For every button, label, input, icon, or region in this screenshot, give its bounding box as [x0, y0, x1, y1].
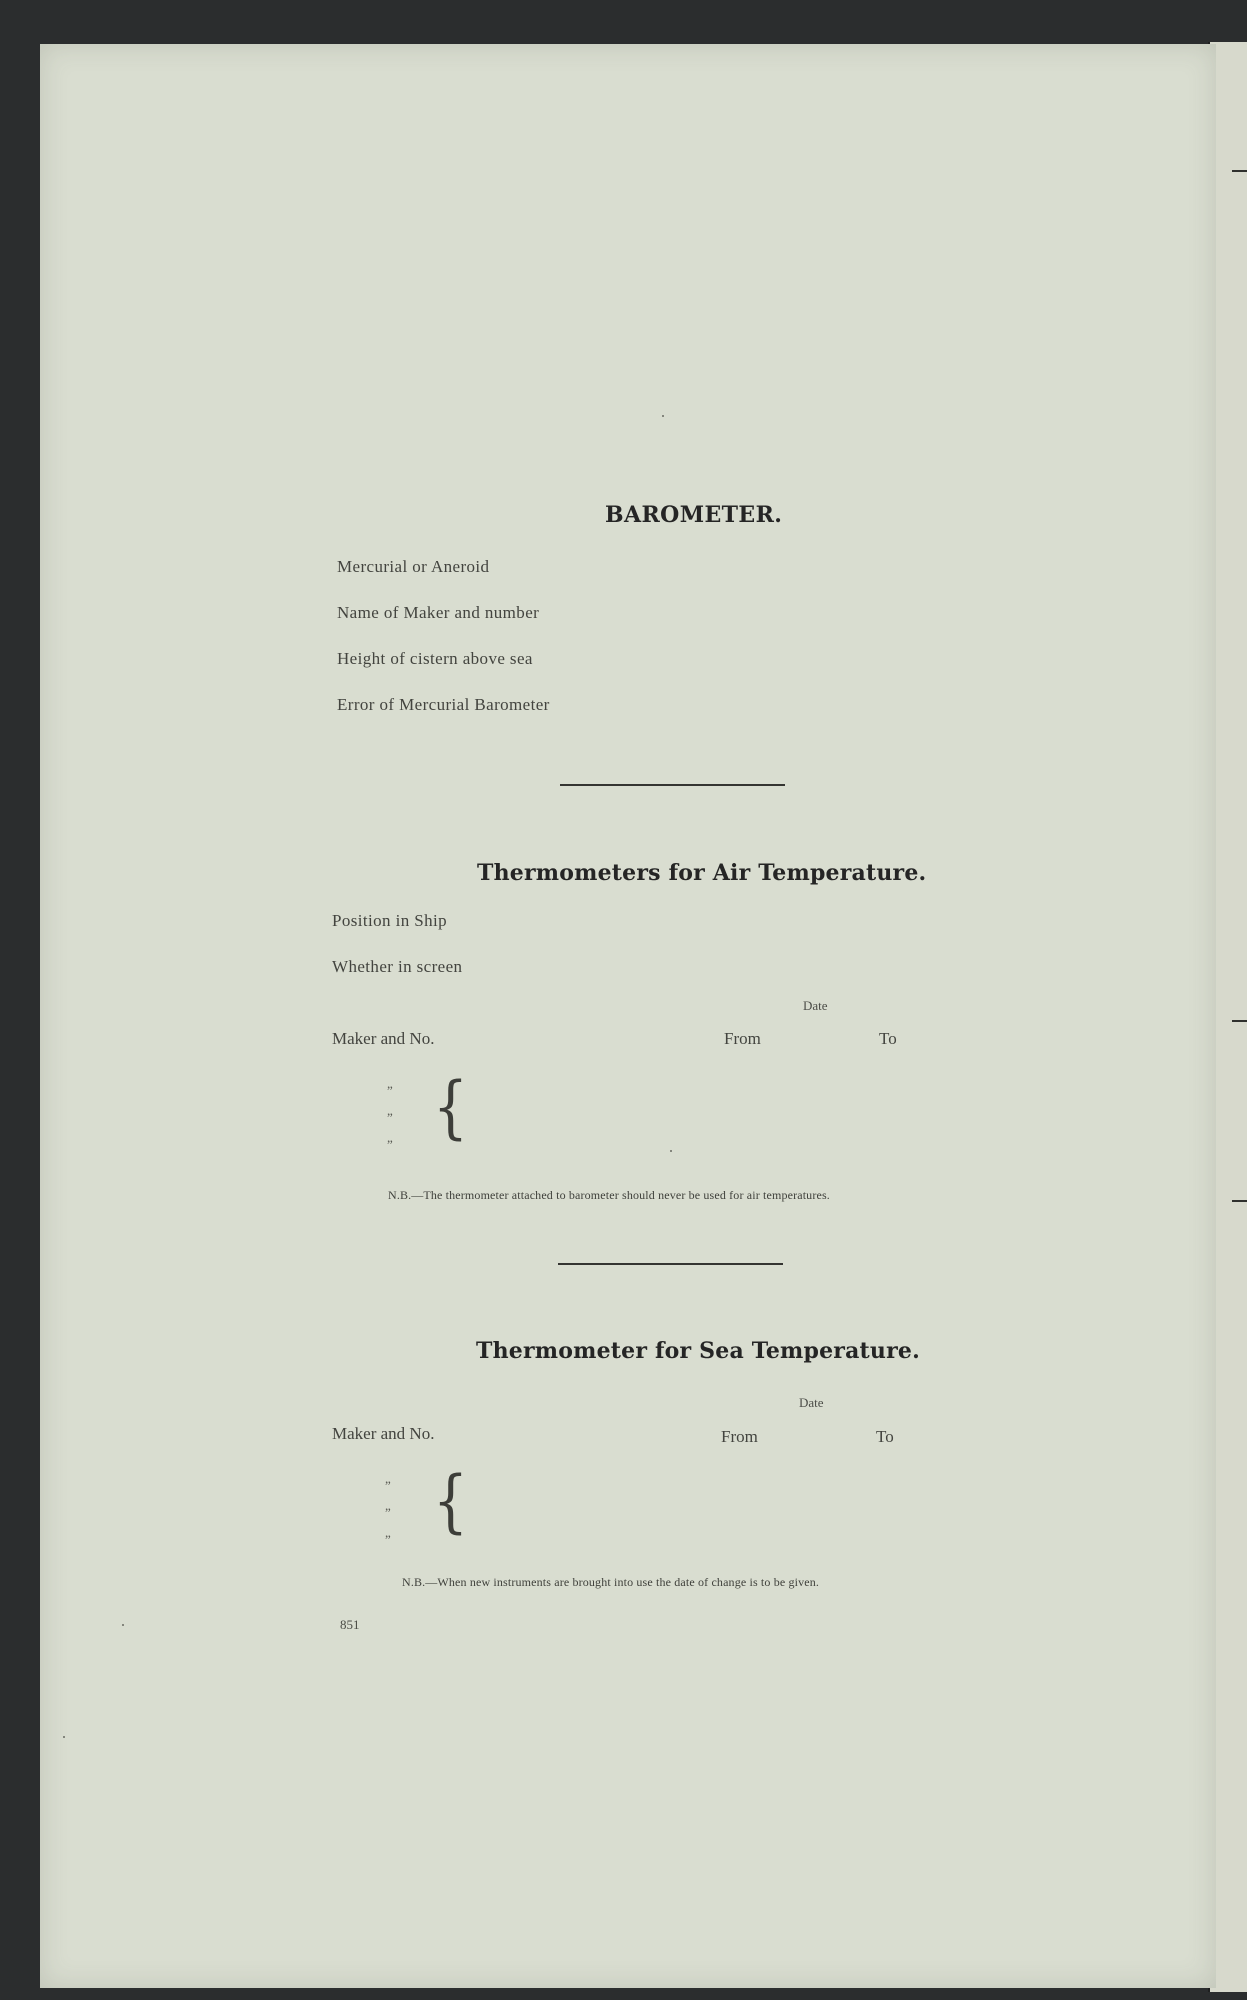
barometer-error-label: Error of Mercurial Barometer [337, 695, 550, 714]
paper-speck [122, 1624, 124, 1626]
section-divider [560, 784, 785, 786]
ditto-mark: ” [387, 1083, 393, 1098]
sea-maker-label: Maker and No. [332, 1424, 435, 1443]
form-page [40, 44, 1216, 1988]
sea-date-label: Date [799, 1395, 824, 1410]
air-from-label: From [724, 1029, 761, 1048]
paper-speck [63, 1736, 65, 1738]
ditto-mark: ” [385, 1532, 391, 1547]
air-maker-label: Maker and No. [332, 1029, 435, 1048]
air-bracket: { [433, 1066, 468, 1147]
cistern-height-label: Height of cistern above sea [337, 649, 533, 668]
adjacent-page-rule [1232, 1200, 1247, 1202]
ditto-mark: ” [387, 1110, 393, 1125]
maker-number-label: Name of Maker and number [337, 603, 540, 622]
air-temperature-title: Thermometers for Air Temperature. [477, 860, 927, 886]
air-to-label: To [879, 1029, 897, 1048]
sea-temperature-title: Thermometer for Sea Temperature. [476, 1338, 920, 1364]
adjacent-page-rule [1232, 170, 1247, 172]
paper-speck [662, 415, 664, 417]
section-divider [558, 1263, 783, 1265]
air-temperature-note: N.B.—The thermometer attached to barometer should never be used for air temperatures. [388, 1188, 830, 1202]
ditto-mark: ” [385, 1505, 391, 1520]
sea-bracket: { [433, 1460, 468, 1541]
paper-speck [670, 1150, 672, 1152]
ditto-mark: ” [385, 1478, 391, 1493]
sea-from-label: From [721, 1427, 758, 1446]
barometer-title: BAROMETER. [605, 502, 783, 528]
ditto-mark: ” [387, 1137, 393, 1152]
position-in-ship-label: Position in Ship [332, 911, 448, 930]
adjacent-page-rule [1232, 1020, 1247, 1022]
sea-to-label: To [876, 1427, 894, 1446]
page-number: 851 [340, 1617, 360, 1632]
mercurial-or-aneroid-label: Mercurial or Aneroid [337, 557, 490, 576]
whether-in-screen-label: Whether in screen [332, 957, 463, 976]
air-date-label: Date [803, 998, 828, 1013]
sea-temperature-note: N.B.—When new instruments are brought into use the date of change is to be given. [402, 1575, 820, 1589]
